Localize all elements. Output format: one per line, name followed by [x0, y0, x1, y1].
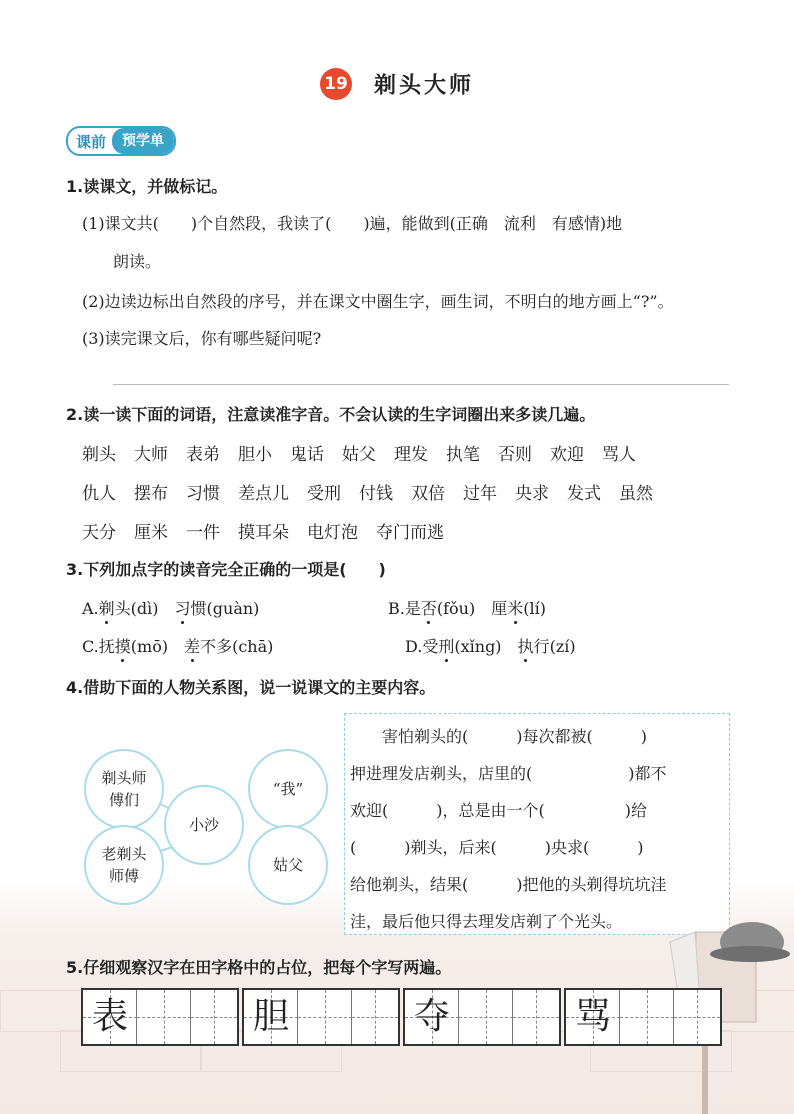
passage-line: ( )剃头，后来( )央求( )	[350, 838, 644, 857]
dotted-char: 米	[507, 599, 524, 618]
option-text: B.是	[388, 599, 421, 618]
model-character: 胆	[252, 996, 289, 1037]
word-row-1	[82, 440, 654, 465]
grid-cell	[83, 990, 137, 1044]
word: 执笔	[446, 445, 480, 465]
node-label: 老剃头师傅	[101, 845, 147, 885]
question-1-item-3: (3)读完课文后，你有哪些疑问呢?	[82, 329, 322, 348]
character-node-old-barber	[84, 825, 164, 905]
lesson-title	[0, 68, 794, 100]
model-character: 骂	[574, 996, 611, 1037]
word-row-2	[82, 479, 671, 504]
character-node-barbers	[84, 749, 164, 829]
writing-grid-4[interactable]	[564, 988, 722, 1046]
writing-grid-1[interactable]	[81, 988, 239, 1046]
question-1-item-1: (1)课文共( )个自然段，我读了( )遍，能做到(正确 流利 有感情)地	[82, 214, 623, 233]
dotted-char: 执	[517, 637, 534, 656]
word: 剃头	[82, 445, 116, 465]
node-label: 剃头师傅们	[101, 769, 147, 809]
character-node-center	[164, 785, 244, 865]
dotted-char: 差	[184, 637, 201, 656]
fill-in-passage	[350, 718, 730, 940]
word: 欢迎	[550, 445, 584, 465]
question-1-item-2: (2)边读边标出自然段的序号，并在课文中圈生字，画生词，不明白的地方画上“?”。	[82, 292, 674, 311]
word: 习惯	[186, 484, 220, 504]
word-row-3	[82, 518, 462, 543]
word: 姑父	[342, 445, 376, 465]
option-text: (lí)	[523, 599, 546, 618]
word: 骂人	[602, 445, 636, 465]
word: 仇人	[82, 484, 116, 504]
badge-part2: 预学单	[112, 128, 174, 154]
option-text: C.抚	[82, 637, 115, 656]
passage-line: 害怕剃头的( )每次都被( )	[350, 727, 647, 746]
question-2-title: 2.读一读下面的词语，注意读准字音。不会认读的生字词圈出来多读几遍。	[66, 405, 596, 424]
option-text: (fǒu) 厘	[436, 599, 508, 618]
option-text: 行(zí)	[533, 637, 576, 656]
grid-cell	[459, 990, 513, 1044]
option-text: 头(dì)	[114, 599, 175, 618]
question-1-item-1-cont: 朗读。	[113, 252, 162, 271]
word: 央求	[515, 484, 549, 504]
lesson-title-text: 剃头大师	[373, 73, 474, 99]
question-4-title: 4.借助下面的人物关系图，说一说课文的主要内容。	[66, 678, 436, 697]
word: 摆布	[134, 484, 168, 504]
word: 摸耳朵	[238, 523, 289, 543]
writing-grid-3[interactable]	[403, 988, 561, 1046]
dotted-char: 否	[420, 599, 437, 618]
badge-part1: 课前	[76, 132, 107, 151]
option-text: (xǐng)	[454, 637, 518, 656]
option-text: D.受	[405, 637, 439, 656]
question-5-title: 5.仔细观察汉字在田字格中的占位，把每个字写两遍。	[66, 958, 452, 977]
passage-line: 欢迎( )，总是由一个( )给	[350, 801, 647, 820]
option-a[interactable]	[82, 596, 259, 619]
grid-cell	[137, 990, 191, 1044]
model-character: 表	[91, 996, 128, 1037]
word: 鬼话	[290, 445, 324, 465]
dotted-char: 摸	[114, 637, 131, 656]
grid-cell	[513, 990, 559, 1044]
passage-line: 洼，最后他只得去理发店剃了个光头。	[350, 912, 623, 931]
dotted-char: 刑	[438, 637, 455, 656]
node-label: 姑父	[272, 856, 303, 874]
model-character: 夺	[413, 996, 450, 1037]
option-text: 惯(guàn)	[190, 599, 260, 618]
word: 表弟	[186, 445, 220, 465]
passage-line: 押进理发店剃头，店里的( )都不	[350, 764, 667, 783]
question-1-title: 1.读课文，并做标记。	[66, 177, 228, 196]
option-text: A.	[82, 599, 99, 618]
grid-cell	[674, 990, 720, 1044]
dotted-char: 剃	[98, 599, 115, 618]
word: 发式	[567, 484, 601, 504]
word: 一件	[186, 523, 220, 543]
word: 胆小	[238, 445, 272, 465]
word: 大师	[134, 445, 168, 465]
word: 过年	[463, 484, 497, 504]
word: 夺门而逃	[376, 523, 444, 543]
answer-line	[113, 384, 729, 385]
grid-cell	[191, 990, 237, 1044]
word: 理发	[394, 445, 428, 465]
character-node-uncle	[248, 825, 328, 905]
grid-cell	[352, 990, 398, 1044]
word: 差点儿	[238, 484, 289, 504]
word: 电灯泡	[307, 523, 358, 543]
word: 否则	[498, 445, 532, 465]
option-c[interactable]	[82, 634, 273, 657]
grid-cell	[566, 990, 620, 1044]
word: 付钱	[359, 484, 393, 504]
word: 虽然	[619, 484, 653, 504]
node-label: “我”	[272, 780, 304, 798]
node-label: 小沙	[188, 816, 219, 834]
character-node-narrator	[248, 749, 328, 829]
dotted-char: 习	[174, 599, 191, 618]
grid-cell	[405, 990, 459, 1044]
lesson-number: 19	[320, 68, 352, 100]
section-badge	[66, 126, 176, 156]
passage-line: 给他剃头，结果( )把他的头剃得坑坑洼	[350, 875, 667, 894]
word: 天分	[82, 523, 116, 543]
writing-grid-2[interactable]	[242, 988, 400, 1046]
grid-cell	[244, 990, 298, 1044]
grid-cell	[298, 990, 352, 1044]
word: 厘米	[134, 523, 168, 543]
option-text: (mō)	[130, 637, 185, 656]
question-3-title: 3.下列加点字的读音完全正确的一项是( )	[66, 560, 386, 579]
grid-cell	[620, 990, 674, 1044]
word: 受刑	[307, 484, 341, 504]
option-d[interactable]	[405, 634, 576, 657]
word: 双倍	[411, 484, 445, 504]
option-b[interactable]	[388, 596, 546, 619]
option-text: 不多(chā)	[200, 637, 274, 656]
